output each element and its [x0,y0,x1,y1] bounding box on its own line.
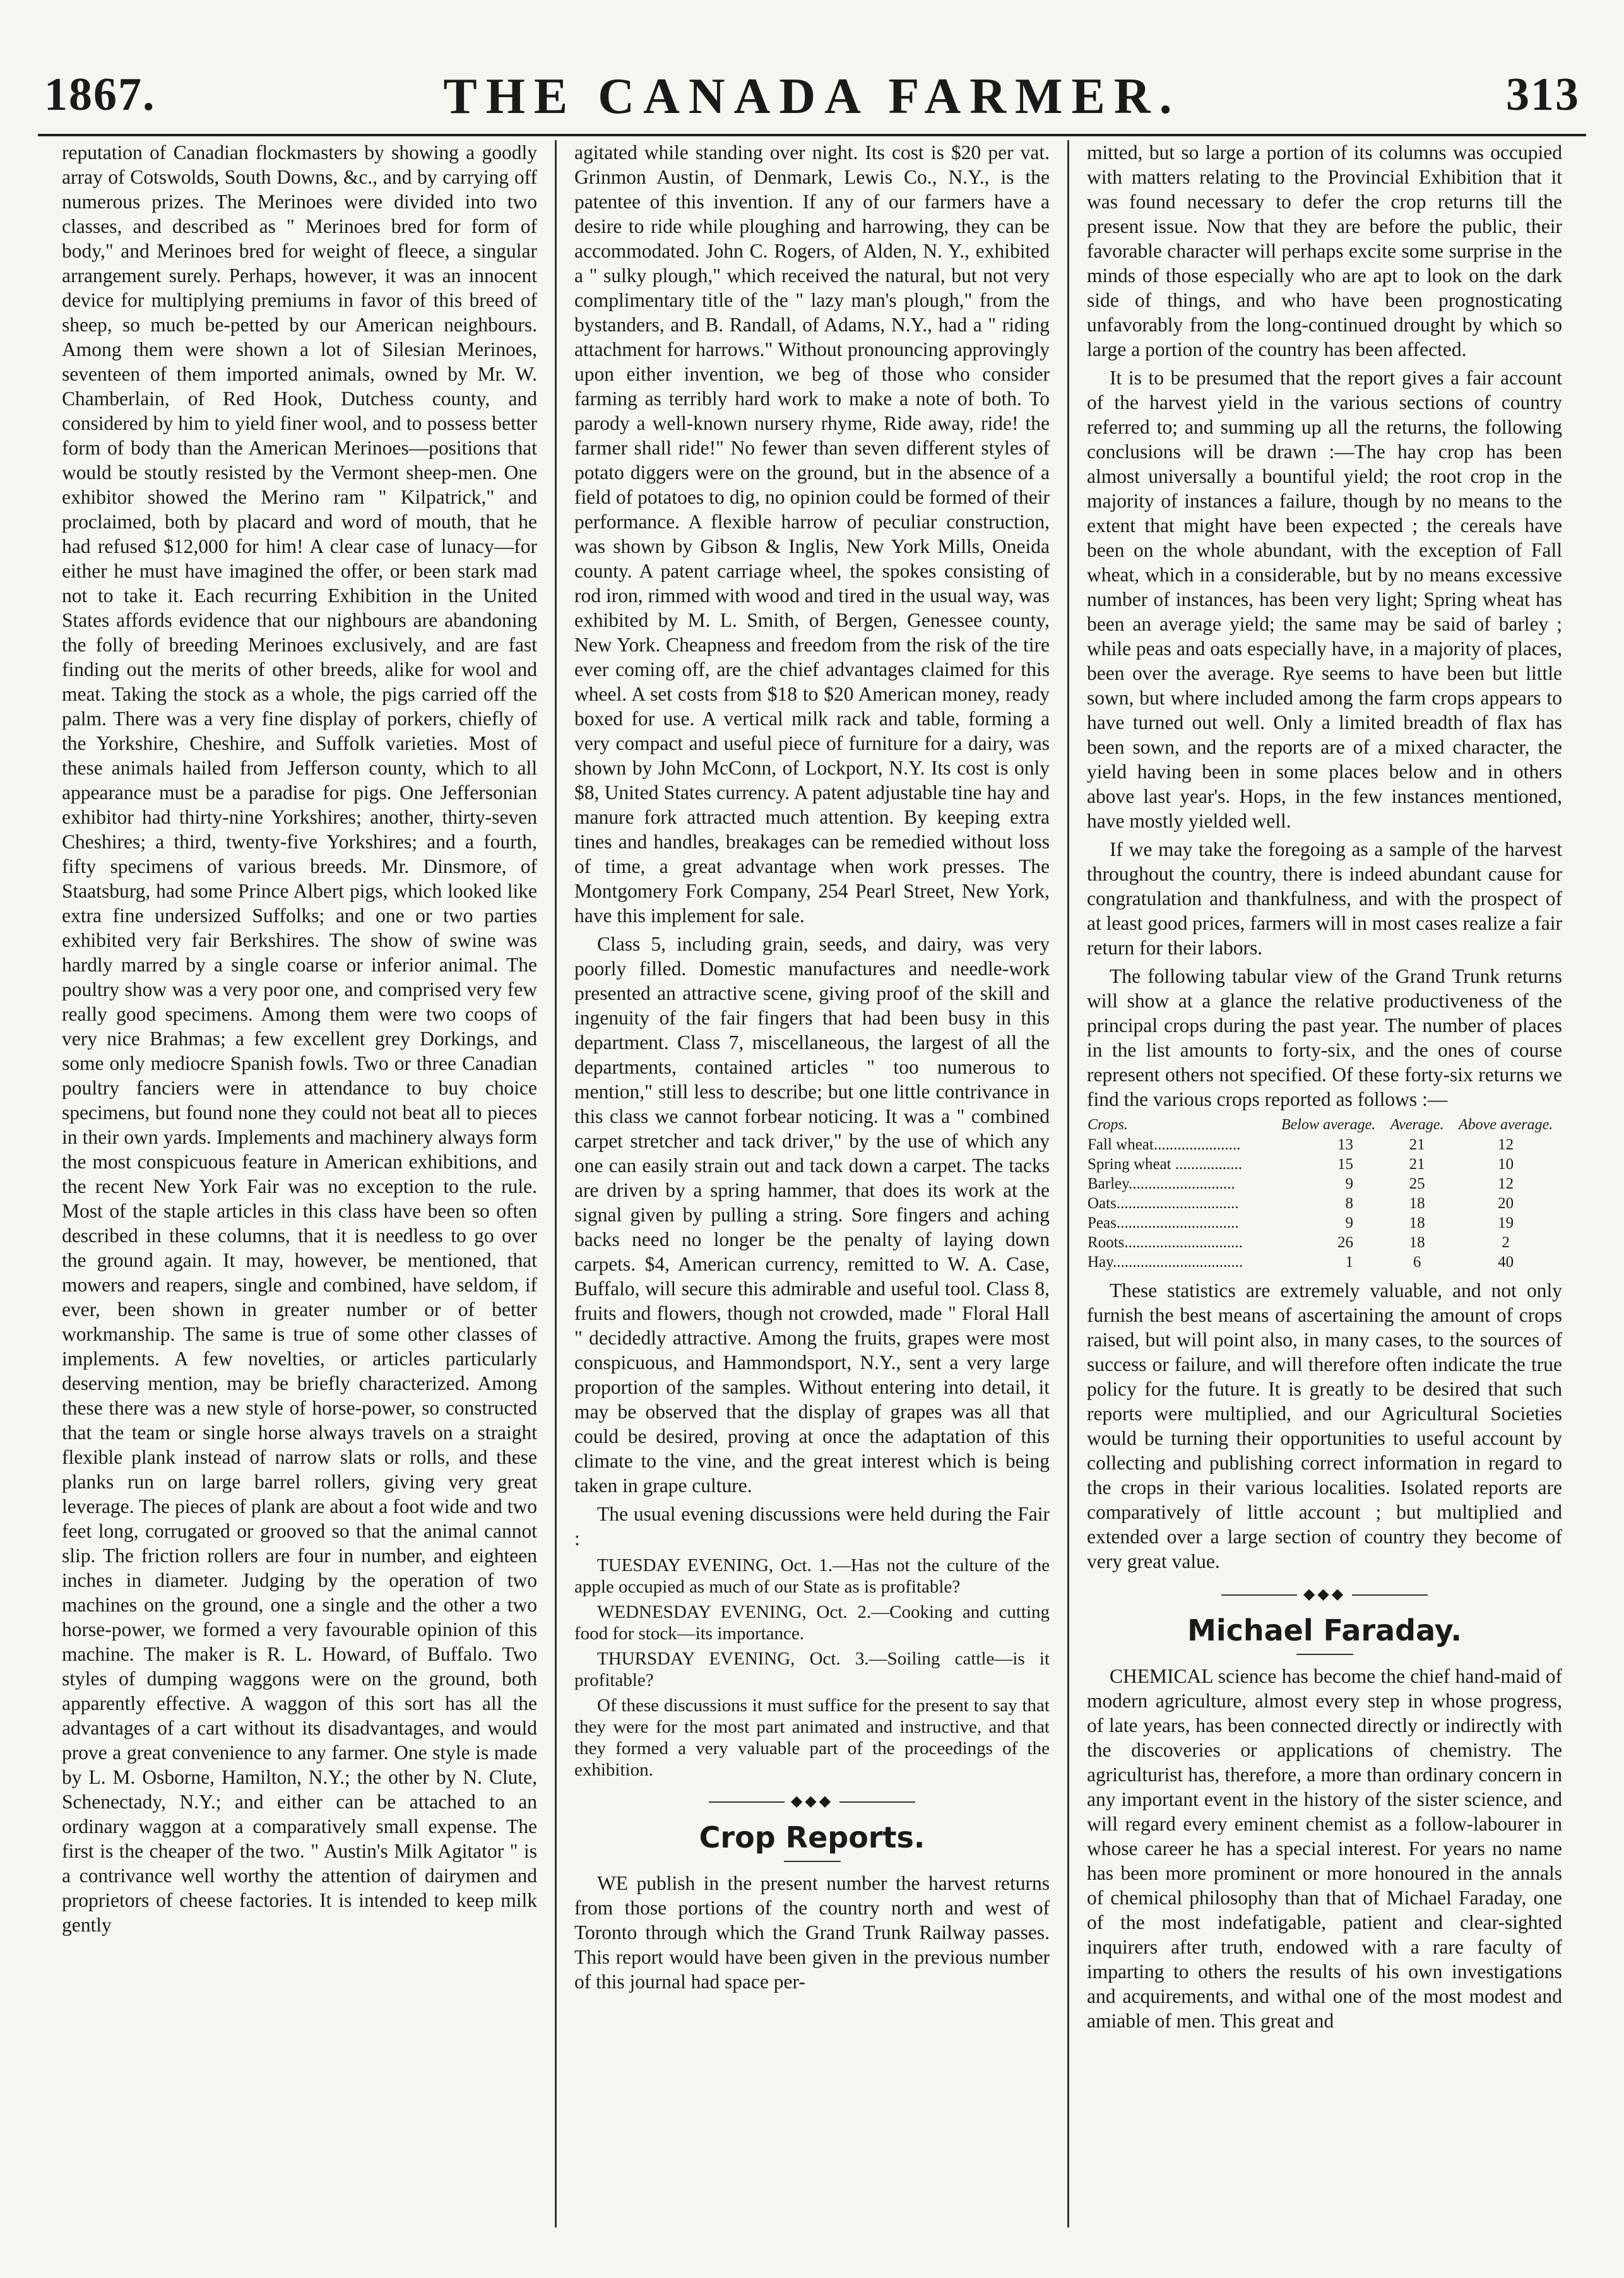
heading-rule [784,1861,841,1862]
above-average: 12 [1498,1175,1514,1192]
discussions-summary: Of these discussions it must suffice for the present to say that they were for the most part animated and instructive, and that they formed a very valuable part of the proceedings of the exhibition. [574,1695,1050,1780]
statistics-paragraph: These statistics are extremely valuable, and not only furnish the best means of ascertaining the amount of crops raised, but will point also, in many cases, to the sources of success or failure, and will therefore often indicate the true policy for the future. It is greatly to be desired that such reports were multiplied, and our Agricultural Societies would be turning their opportunities to useful account by collecting and publishing correct information in regard to the crops in their various localities. Isolated reports are comparatively of little account ; but multiplied and extended over a large section of country they become of very great value. [1087,1279,1562,1572]
crop-name: Peas............................... [1088,1214,1239,1231]
table-row [1087,1213,1562,1233]
class-5-paragraph: Class 5, including grain, seeds, and dairy, was very poorly filled. Domestic manufactures and needle-work presented an attractive scene, giving proof of the skill and ingenuity of the fair fingers that had been busy in this department. Class 7, miscellaneous, the largest of all the departments, contained articles " too numerous to mention," still less to describe; but one little contrivance in this class we cannot forbear noticing. It was a " combined carpet stretcher and tack driver," by the use of which any one can easily strain out and tack down a carpet. The tacks are driven by a spring hammer, that does its work at the signal given by pulling a string. Sore fingers and aching backs need no longer be the penalty of laying down carpets. $4, American currency, remitted to W. A. Case, Buffalo, will secure this admirable and useful tool. Class 8, fruits and flowers, though not crowded, made " Floral Hall " decidedly attractive. Among the fruits, grapes were most conspicuous, and Hammondsport, N.Y., sent a very large proportion of the samples. Without entering into detail, it may be observed that the display of grapes was all that could be desired, proving at once the adaptation of this climate to the vine, and the great interest which is being taken in grape culture. [574,933,1050,1497]
crop-name: Barley........................... [1088,1175,1235,1192]
table-header: Crops. [1088,1117,1128,1133]
publication-title: THE CANADA FARMER. [443,69,1181,124]
table-header: Below average. [1281,1117,1376,1133]
average: 25 [1409,1175,1425,1192]
column-2 [555,140,1067,2228]
column-3 [1067,140,1580,2228]
crop-reports-heading: Crop Reports. [699,1820,925,1854]
crop-name: Roots.............................. [1088,1234,1243,1251]
table-header: Average. [1390,1117,1444,1133]
column-1 [44,140,555,2228]
page-number: 313 [1506,69,1580,121]
table-row [1087,1194,1562,1213]
table-header: Above average. [1459,1117,1553,1133]
average: 18 [1409,1234,1425,1251]
crop-name: Hay................................. [1088,1254,1243,1271]
evening-discussions-intro: The usual evening discussions were held during the Fair : [574,1503,1050,1550]
below-average: 1 [1345,1254,1353,1271]
below-average: 9 [1345,1214,1353,1231]
faraday-paragraph: CHEMICAL science has become the chief hand-maid of modern agriculture, almost every step in whose progress, of late years, has been connected directly or indirectly with the discoveries or applications of chemistry. The agriculturist has, therefore, a more than ordinary concern in any important event in the history of the sister science, and will regard every eminent chemist as a follow-labourer in whose career he has a special interest. For years no name has been more prominent or more honoured in the annals of chemical philosophy than that of Michael Faraday, one of the most indefatigable, patient and clear-sighted inquirers after truth, endowed with a rare faculty of imparting to others the results of his own investigations and acquirements, and withal one of the most modest and amiable of men. This great and [1087,1665,1562,2032]
implements-paragraph: agitated while standing over night. Its cost is $20 per vat. Grinmon Austin, of Denmark, Lewis Co., N.Y., is the patentee of this invention. If any of our farmers have a desire to ride while ploughing and harrowing, they can be accommodated. John C. Rogers, of Alden, N. Y., exhibited a " sulky plough," which received the natural, but not very complimentary title of the " lazy man's plough," from the bystanders, and B. Randall, of Adams, N.Y., had a " riding attachment for harrows." Without pronouncing approvingly upon either invention, we beg of those who consider farming as terribly hard work to make a note of both. To parody a well-known nursery rhyme, Ride away, ride! the farmer shall ride!" No fewer than seven different styles of potato diggers were on the ground, but in the absence of a field of potatoes to dig, no opinion could be formed of their performance. A flexible harrow of peculiar construction, was shown by Gibson & Inglis, New York Mills, Oneida county. A patent carriage wheel, the spokes consisting of rod iron, rimmed with wood and tired in the usual way, was exhibited by M. L. Smith, of Bergen, Genessee county, New York. Cheapness and freedom from the risk of the tire ever coming off, are the chief advantages claimed for this wheel. A set costs from $18 to $20 American money, ready boxed for use. A vertical milk rack and table, forming a very compact and useful piece of furniture for a dairy, was shown by John McConn, of Lockport, N.Y. Its cost is only $8, United States currency. A patent adjustable tine hay and manure fork attracted much attention. By keeping extra tines and handles, breakages can be remedied without loss of time, a great advantage when work presses. The Montgomery Fork Company, 254 Pearl Street, New York, have this implement for sale. [574,141,1050,927]
above-average: 40 [1498,1254,1514,1271]
below-average: 26 [1337,1234,1353,1251]
average: 18 [1409,1214,1425,1231]
section-ornament: ◆◆◆ [1087,1585,1562,1603]
new-york-fair-continued-text: reputation of Canadian flockmasters by showing a goodly array of Cotswolds, South Downs, &c., and by carrying off numerous prizes. The Merinoes were divided into two classes, and described as " Merinoes bred for form of body," and Merinoes bred for weight of fleece, a singular arrangement surely. Perhaps, however, it was an innocent device for multiplying premiums in favor of this breed of sheep, so much be-petted by our American neighbours. Among them were shown a lot of Silesian Merinoes, seventeen of them imported animals, owned by Mr. W. Chamberlain, of Red Hook, Dutchess county, and considered by him to yield finer wool, and to possess better form of body than the American Merinoes—positions that would be stoutly resisted by the Vermont sheep-men. One exhibitor showed the Merino ram " Kilpatrick," and proclaimed, both by placard and word of mouth, that he had refused $12,000 for him! A clear case of lunacy—for either he must have imagined the offer, or been stark mad not to take it. Each recurring Exhibition in the United States affords evidence that our nighbours are abandoning the folly of breeding Merinoes exclusively, and are fast finding out the merits of other breeds, alike for wool and meat. Taking the stock as a whole, the pigs carried off the palm. There was a very fine display of porkers, chiefly of the Yorkshire, Cheshire, and Suffolk varieties. Most of these animals hailed from Jefferson county, which to all appearance must be a paradise for pigs. One Jeffersonian exhibitor had thirty-nine Yorkshires; another, thirty-seven Cheshires; a third, twenty-five Yorkshires; and a fourth, fifty specimens of various breeds. Mr. Dinsmore, of Staatsburg, had some Prince Albert pigs, which looked like extra fine undersized Suffolks; and one or two parties exhibited very fair Berkshires. The show of swine was hardly marred by a single coarse or inferior animal. The poultry show was a very poor one, and comprised very few really good specimens. Among them were two coops of very nice Brahmas; a few excellent grey Dorkings, and some only mediocre Spanish fowls. Two or three Canadian poultry fanciers were in attendance to buy choice specimens, but found none they could not beat all to pieces in their own yards. Implements and machinery always form the most conspicuous feature in American exhibitions, and the recent New York Fair was no exception to the rule. Most of the staple articles in this class have been so often described in these columns, that it is needless to go over the ground again. It may, however, be mentioned, that mowers and reapers, single and combined, have seldom, if ever, been shown in greater number or of better workmanship. The same is true of some other classes of implements. A few novelties, or articles particularly deserving mention, may be briefly characterized. Among these there was a new style of horse-power, so constructed that the team or single horse always travels on a straight flexible plank instead of narrow slats or rolls, and these planks run on large barrel rollers, giving very great leverage. The pieces of plank are about a foot wide and two feet long, corrugated or grooved so that the animal cannot slip. The friction rollers are four in number, and eighteen inches in diameter. Judging by the operation of two machines on the ground, one a single and the other a two horse-power, we formed a very favourable opinion of this machine. The maker is R. L. Howard, of Buffalo. Two styles of dumping waggons were on the ground, both apparently effective. A waggon of this sort has all the advantages of a cart without its disadvantages, and would prove a great convenience to any farmer. One style is made by L. M. Osborne, Hamilton, N.Y.; the other by N. Clute, Schenectady, N.Y.; and either can be attached to an ordinary waggon at a comparatively small expense. The first is the cheaper of the two. " Austin's Milk Agitator " is a contrivance well worthy the attention of dairymen and proprietors of cheese factories. It is intended to keep milk gently [62,141,537,1936]
crop-name: Fall wheat...................... [1088,1136,1241,1153]
average: 21 [1409,1156,1425,1173]
congratulation-paragraph: If we may take the foregoing as a sample of the harvest throughout the country, there is indeed abundant cause for congratulation and thankfulness, and with the prospect of at least good prices, farmers will in most cases realize a fair return for their labors. [1087,838,1562,959]
wednesday-discussion: WEDNESDAY EVENING, Oct. 2.—Cooking and cutting food for stock—its importance. [574,1602,1050,1644]
above-average: 10 [1498,1156,1514,1173]
table-row [1087,1252,1562,1272]
masthead [38,68,1586,138]
below-average: 8 [1345,1195,1353,1212]
below-average: 15 [1337,1156,1353,1173]
crop-returns-table [1087,1115,1562,1272]
below-average: 13 [1337,1136,1353,1153]
crop-name: Spring wheat ................. [1088,1156,1243,1173]
crop-reports-paragraph: WE publish in the present number the harvest returns from those portions of the country north and west of Toronto through which the Grand Trunk Railway passes. This report would have been given in the previous number of this journal had space per- [574,1872,1050,1993]
harvest-summary-paragraph: It is to be presumed that the report gives a fair account of the harvest yield in the various sections of country referred to; and summing up all the returns, the following conclusions will be drawn :—The hay crop has been almost universally a bountiful yield; the root crop in the majority of instances a failure, though by no means to the extent that might have been expected ; the cereals have been on the whole abundant, with the exception of Fall wheat, which in a considerable, but by no means excessive number of instances, has been very light; Spring wheat has been an average yield; the same may be said of barley ; while peas and oats especially have, in a majority of places, been over the average. Rye seems to have been but little sown, but where included among the farm crops appears to have turned out well. Only a limited breadth of flax has been sown, and the reports are of a mixed character, the yield having been in some places below and in others above last year's. Hops, in the few instances mentioned, have mostly yielded well. [1087,367,1562,832]
table-row [1087,1154,1562,1174]
tabular-view-intro: The following tabular view of the Grand Trunk returns will show at a glance the relative productiveness of the principal crops during the past year. The number of places in the list amounts to forty-six, and the ones of course represent others not specified. Of these forty-six returns we find the various crops reported as follows :— [1087,965,1562,1110]
thursday-discussion: THURSDAY EVENING, Oct. 3.—Soiling cattle—is it profitable? [574,1649,1050,1690]
table-row [1087,1233,1562,1252]
tuesday-discussion: TUESDAY EVENING, Oct. 1.—Has not the culture of the apple occupied as much of our State as is profitable? [574,1555,1050,1597]
section-ornament: ◆◆◆ [574,1792,1050,1810]
above-average: 2 [1502,1234,1510,1251]
average: 6 [1413,1254,1421,1271]
table-row [1087,1174,1562,1194]
michael-faraday-heading: Michael Faraday. [1187,1613,1462,1647]
table-header-row [1087,1115,1562,1135]
above-average: 12 [1498,1136,1514,1153]
article-columns [44,140,1580,2228]
crop-name: Oats............................... [1088,1195,1239,1212]
table-row [1087,1135,1562,1154]
above-average: 19 [1498,1214,1514,1231]
below-average: 9 [1345,1175,1353,1192]
issue-year: 1867. [44,69,156,121]
masthead-rule [38,134,1586,136]
crop-reports-continued: mitted, but so large a portion of its columns was occupied with matters relating to the Provincial Exhibition that it was found necessary to defer the crop returns till the present issue. Now that they are before the public, their favorable character will perhaps excite some surprise in the minds of those especially who are apt to look on the dark side of things, and who have been prognosticating unfavorably from the long-continued drought by which so large a portion of the country has been affected. [1087,141,1562,360]
heading-rule [1296,1654,1353,1655]
above-average: 20 [1498,1195,1514,1212]
average: 21 [1409,1136,1425,1153]
average: 18 [1409,1195,1425,1212]
